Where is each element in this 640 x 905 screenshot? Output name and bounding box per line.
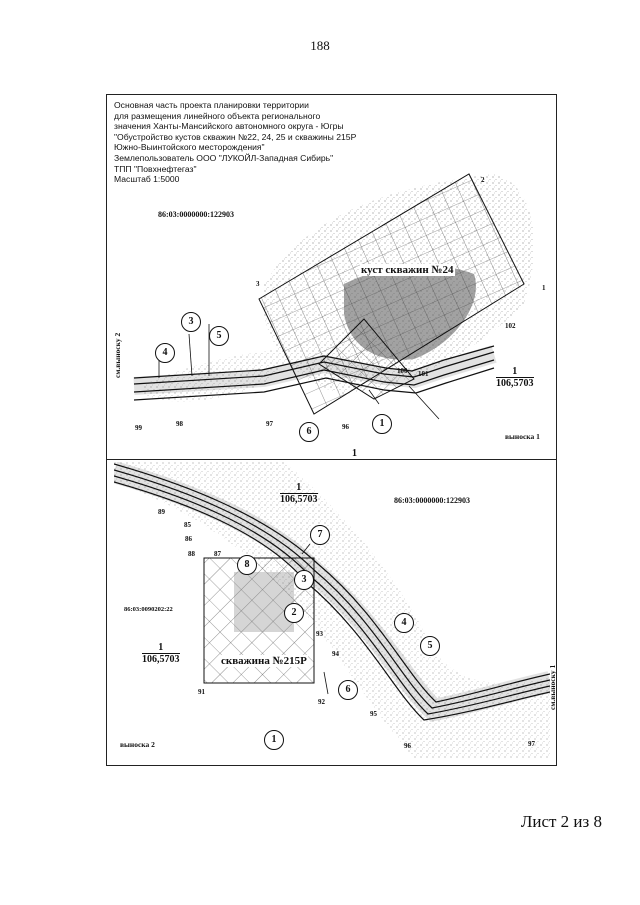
point-label: 88 [188, 550, 195, 558]
parcel-fraction [280, 482, 318, 505]
cadastral-number: 86:03:0000000:122903 [394, 496, 470, 505]
point-label: 97 [266, 420, 273, 428]
point-label: 87 [214, 550, 221, 558]
point-label: 96 [404, 742, 411, 750]
inner-parcel [234, 572, 294, 632]
marker-circle: 5 [420, 636, 440, 656]
marker-circle: 2 [284, 603, 304, 623]
marker-circle: 4 [394, 613, 414, 633]
terrain-area [114, 462, 550, 758]
point-label: 92 [318, 698, 325, 706]
fraction-numerator: 1 [142, 642, 180, 654]
point-label: 101 [418, 370, 429, 378]
marker-circle: 5 [209, 326, 229, 346]
parcel-fraction [142, 642, 180, 665]
point-label: 3 [256, 280, 260, 288]
callout-separator [106, 459, 557, 460]
header-line: Южно-Выинтойского месторождения" [114, 142, 265, 153]
marker-circle: 4 [155, 343, 175, 363]
header-line: Основная часть проекта планировки территории [114, 100, 309, 110]
point-label: 102 [505, 322, 516, 330]
separator-label: 1 [352, 448, 357, 459]
point-label: 91 [198, 688, 205, 696]
fraction-numerator: 1 [280, 482, 318, 494]
marker-circle: 6 [299, 422, 319, 442]
point-label: 86 [185, 535, 192, 543]
header-line: ТПП "Повхнефтегаз" [114, 163, 197, 174]
point-label: 2 [481, 176, 485, 184]
callout-label: выноска 2 [120, 740, 155, 749]
point-label: 85 [184, 521, 191, 529]
header-line: для размещения линейного объекта регионального [114, 110, 321, 121]
marker-circle: 6 [338, 680, 358, 700]
callout-1-map [114, 164, 550, 449]
marker-circle: 7 [310, 525, 330, 545]
page-number: 188 [310, 38, 330, 53]
callout-2-map [114, 462, 550, 758]
point-label: 95 [370, 710, 377, 718]
point-label: 93 [316, 630, 323, 638]
header-line: Землепользователь ООО "ЛУКОЙЛ-Западная Сибирь" [114, 152, 334, 163]
point-label: 98 [176, 420, 183, 428]
sheet-counter: Лист 2 из 8 [520, 812, 602, 831]
point-label: 100 [397, 367, 408, 375]
marker-circle: 3 [181, 312, 201, 332]
cadastral-number: 86:03:0000000:122903 [158, 210, 234, 219]
marker-circle: 1 [372, 414, 392, 434]
fraction-denominator: 106,5703 [142, 654, 180, 665]
parcel-fraction [496, 366, 534, 389]
point-label: 96 [342, 423, 349, 431]
point-label: 97 [528, 740, 535, 748]
see-callout-label: см.выноску 2 [113, 332, 122, 378]
marker-circle: 8 [237, 555, 257, 575]
point-label: 1 [542, 284, 546, 292]
fraction-denominator: 106,5703 [496, 378, 534, 389]
point-label: 99 [135, 424, 142, 432]
see-callout-label: см.выноску 1 [548, 664, 557, 710]
fraction-numerator: 1 [496, 366, 534, 378]
callout-label: выноска 1 [505, 432, 540, 441]
header-line: "Обустройство кустов скважин №22, 24, 25 и скважины 215Р [114, 131, 357, 142]
point-label: 89 [158, 508, 165, 516]
header-line: значения Ханты-Мансийского автономного округа - Югры [114, 121, 344, 132]
marker-circle: 3 [294, 570, 314, 590]
well-pad-label: куст скважин №24 [361, 264, 454, 276]
point-label: 94 [332, 650, 339, 658]
scale-label: Масштаб 1:5000 [114, 174, 180, 185]
fraction-denominator: 106,5703 [280, 494, 318, 505]
well-site-label: скважина №215Р [221, 655, 307, 667]
cadastral-number-small: 86:03:0090202:22 [124, 606, 173, 613]
marker-circle: 1 [264, 730, 284, 750]
